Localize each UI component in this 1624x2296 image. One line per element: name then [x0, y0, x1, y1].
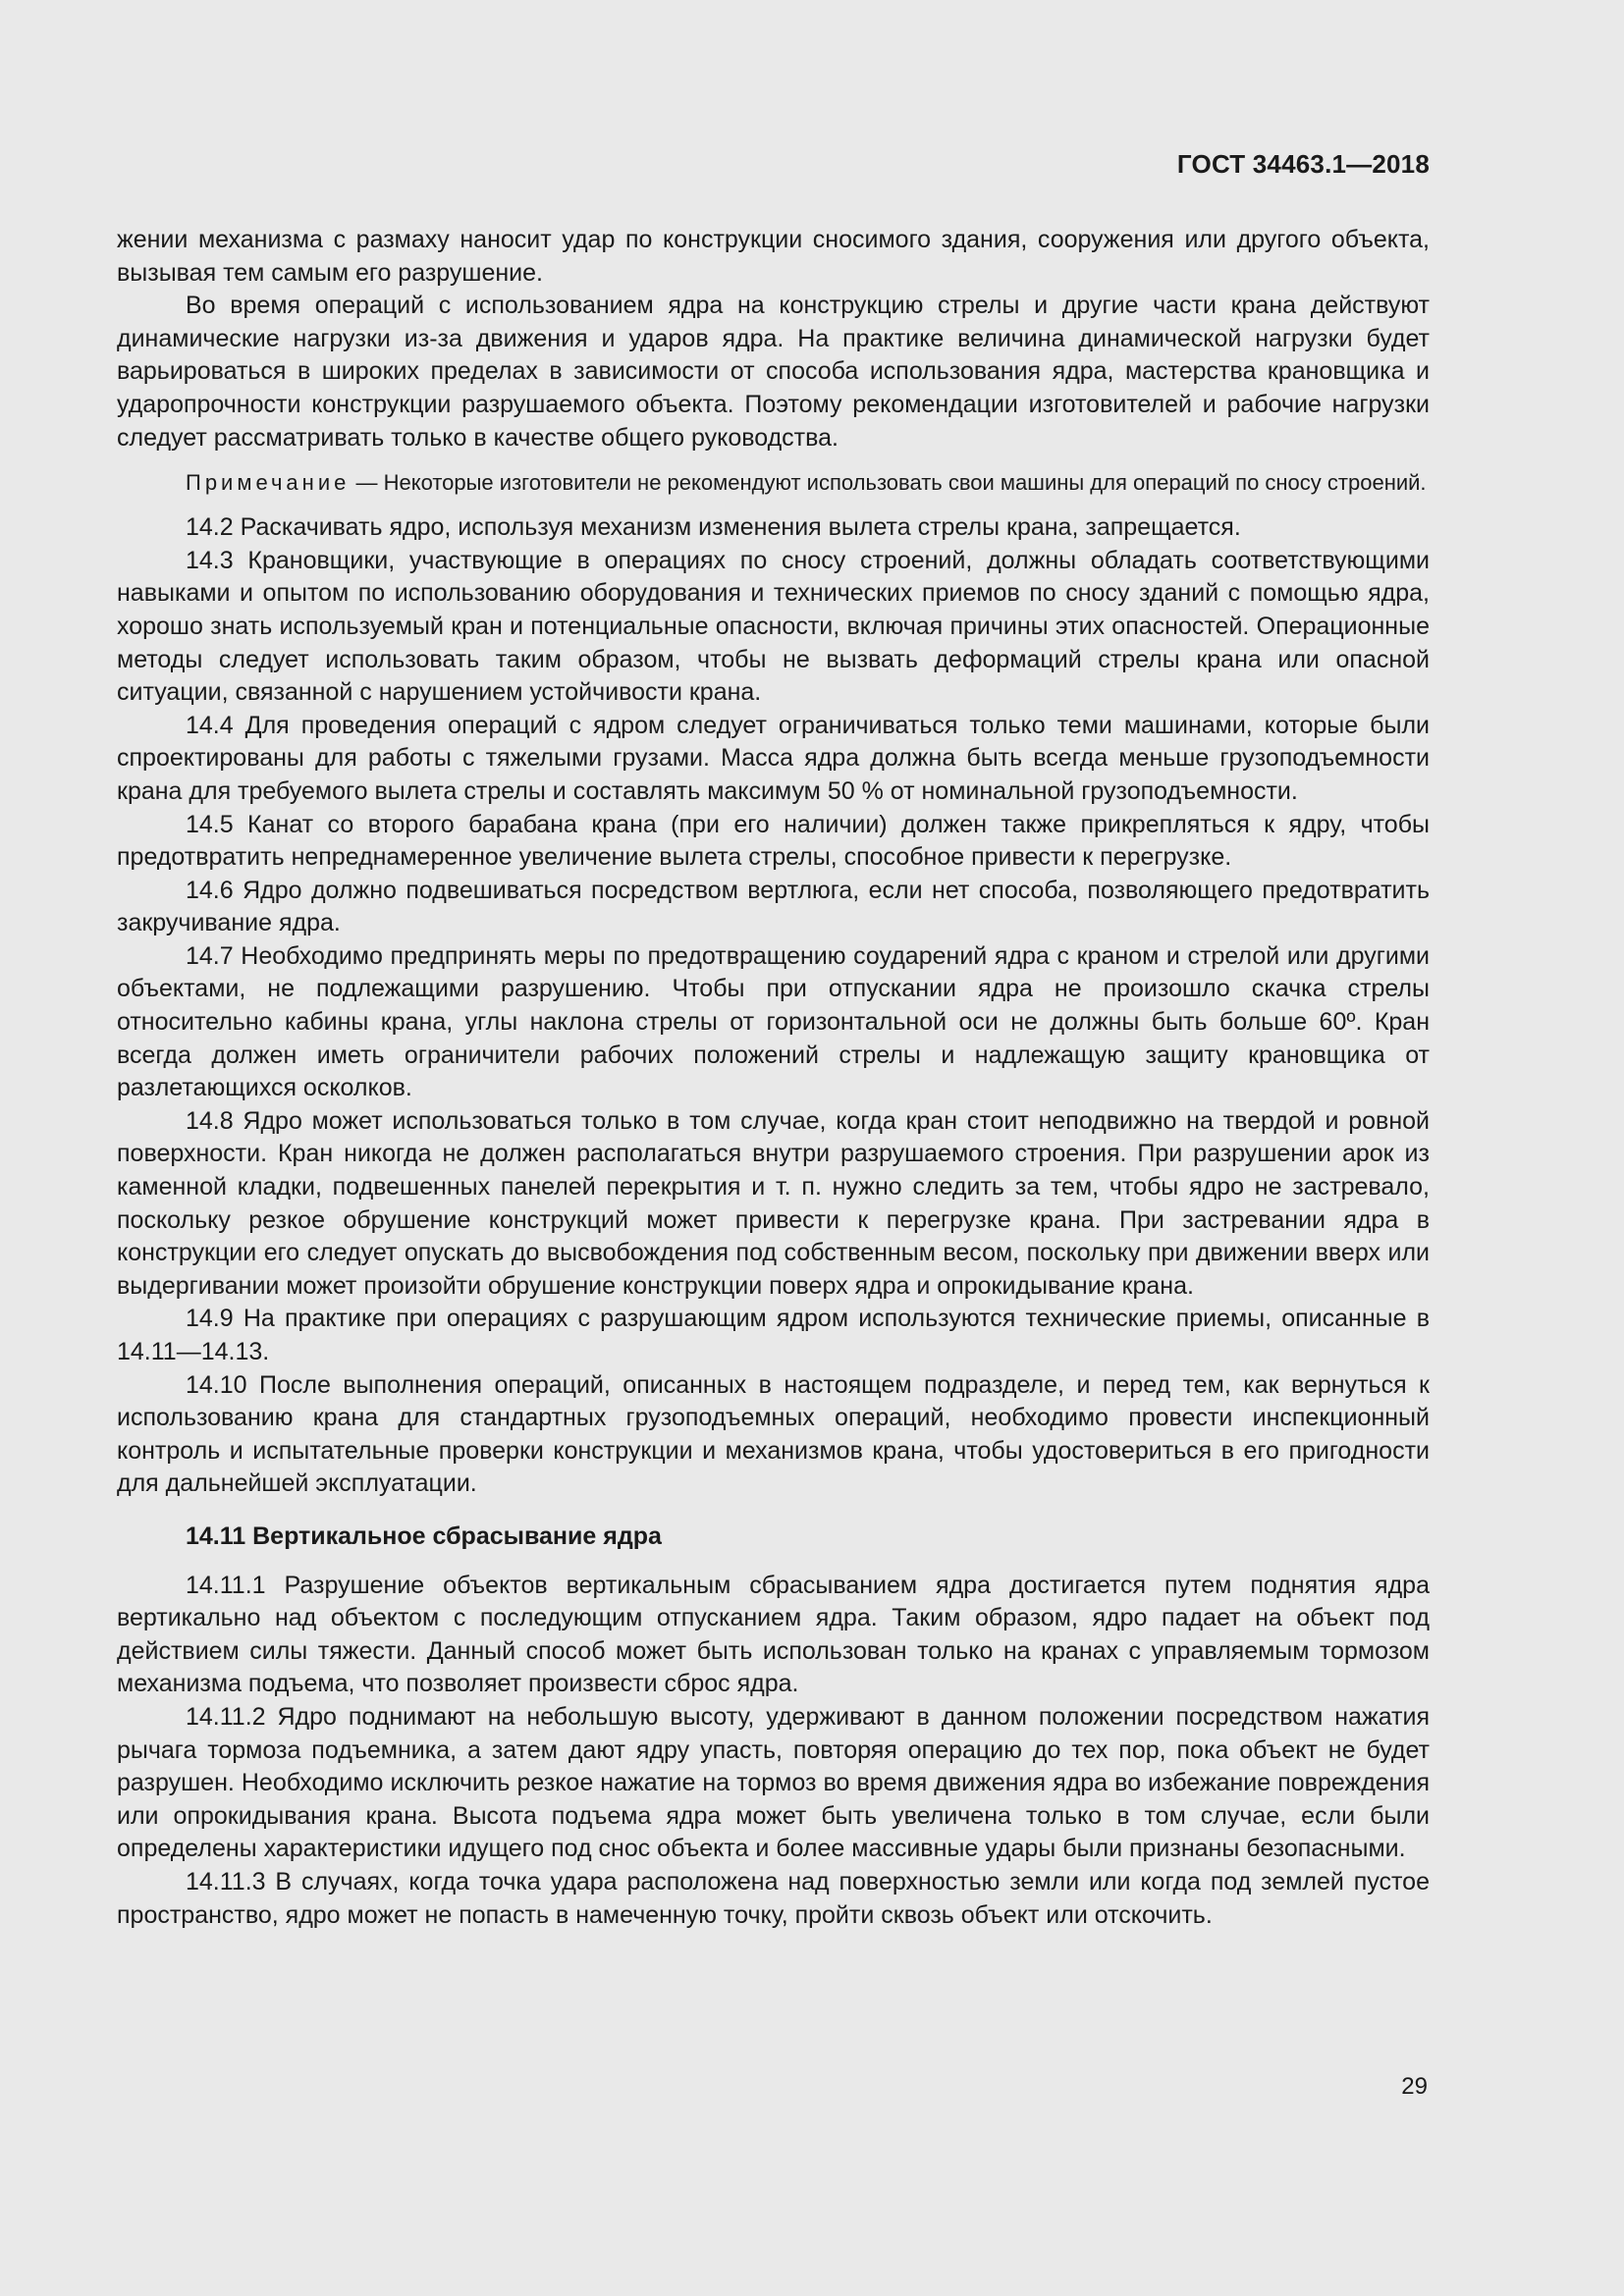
clause-14-11-1: 14.11.1 Разрушение объектов вертикальным сбрасыванием ядра достигается путем поднятия ядра вертикально над объектом с последующим отпусканием ядра. Таким образом, ядро падает на объект под действием силы тяжести. Данный способ может быть использован только на кранах с управляемым тормозом механизма подъема, что позволяет произвести сброс ядра.: [117, 1571, 1430, 1698]
clause-14-6: 14.6 Ядро должно подвешиваться посредством вертлюга, если нет способа, позволяющего предотвратить закручивание ядра.: [117, 876, 1430, 937]
clause-14-7: 14.7 Необходимо предпринять меры по предотвращению соударений ядра с краном и стрелой или другими объектами, не подлежащими разрушению. Чтобы при отпускании ядра не произошло скачка стрелы относительно кабины крана, углы наклона стрелы от горизонтальной оси не должны быть больше 60º. Кран всегда должен иметь ограничители рабочих положений стрелы и надлежащую защиту крановщика от разлетающихся осколков.: [117, 941, 1430, 1102]
paragraph: жении механизма с размаху наносит удар по конструкции сносимого здания, сооружения или другого объекта, вызывая тем самым его разрушение.: [117, 226, 1430, 287]
section-heading: 14.11 Вертикальное сбрасывание ядра: [186, 1522, 662, 1550]
note-text: — Некоторые изготовители не рекомендуют использовать свои машины для операций по сносу строений.: [350, 470, 1427, 496]
clause-14-2: 14.2 Раскачивать ядро, используя механизм изменения вылета стрелы крана, запрещается.: [186, 513, 1241, 542]
document-body: [117, 224, 1430, 1932]
clause-14-9: 14.9 На практике при операциях с разрушающим ядром используются технические приемы, описанные в 14.11—14.13.: [117, 1305, 1430, 1365]
note-label: Примечание: [186, 470, 351, 496]
document-header: ГОСТ 34463.1—2018: [1176, 149, 1430, 179]
clause-14-8: 14.8 Ядро может использоваться только в том случае, когда кран стоит неподвижно на твердой и ровной поверхности. Кран никогда не должен располагаться внутри разрушаемого строения. При разрушении арок из каменной кладки, подвешенных панелей перекрытия и т. п. нужно следить за тем, чтобы ядро не застревало, поскольку резкое обрушение конструкций может привести к перегрузке крана. При застревании ядра в конструкции его следует опускать до высвобождения под собственным весом, поскольку при движении вверх или выдергивании может произойти обрушение конструкции поверх ядра и опрокидывание крана.: [117, 1106, 1430, 1300]
page-number: 29: [1401, 2073, 1428, 2100]
note: [117, 468, 1430, 498]
clause-14-3: 14.3 Крановщики, участвующие в операциях по сносу строений, должны обладать соответствующими навыками и опытом по использованию оборудования и технических приемов по сносу зданий с помощью ядра, хорошо знать используемый кран и потенциальные опасности, включая причины этих опасностей. Операционные методы следует использовать таким образом, чтобы не вызвать деформаций стрелы крана или опасной ситуации, связанной с нарушением устойчивости крана.: [117, 546, 1430, 707]
clause-14-10: 14.10 После выполнения операций, описанных в настоящем подразделе, и перед тем, как вернуться к использованию крана для стандартных грузоподъемных операций, необходимо провести инспекционный контроль и испытательные проверки конструкции и механизмов крана, чтобы удостовериться в его пригодности для дальнейшей эксплуатации.: [117, 1370, 1430, 1498]
clause-14-4: 14.4 Для проведения операций с ядром следует ограничиваться только теми машинами, которые были спроектированы для работы с тяжелыми грузами. Масса ядра должна быть всегда меньше грузоподъемности крана для требуемого вылета стрелы и составлять максимум 50 % от номинальной грузоподъемности.: [117, 711, 1430, 805]
clause-14-11-2: 14.11.2 Ядро поднимают на небольшую высоту, удерживают в данном положении посредством нажатия рычага тормоза подъемника, а затем дают ядру упасть, повторяя операцию до тех пор, пока объект не будет разрушен. Необходимо исключить резкое нажатие на тормоз во время движения ядра во избежание повреждения или опрокидывания крана. Высота подъема ядра может быть увеличена только в том случае, если были определены характеристики идущего под снос объекта и более массивные удары были признаны безопасными.: [117, 1702, 1430, 1863]
clause-14-11-3: 14.11.3 В случаях, когда точка удара расположена над поверхностью земли или когда под землей пустое пространство, ядро может не попасть в намеченную точку, пройти сквозь объект или отскочить.: [117, 1867, 1430, 1929]
clause-14-5: 14.5 Канат со второго барабана крана (при его наличии) должен также прикрепляться к ядру, чтобы предотвратить непреднамеренное увеличение вылета стрелы, способное привести к перегрузке.: [117, 810, 1430, 872]
paragraph: Во время операций с использованием ядра на конструкцию стрелы и другие части крана действуют динамические нагрузки из-за движения и ударов ядра. На практике величина динамической нагрузки будет варьироваться в широких пределах в зависимости от способа использования ядра, мастерства крановщика и ударопрочности конструкции разрушаемого объекта. Поэтому рекомендации изготовителей и рабочие нагрузки следует рассматривать только в качестве общего руководства.: [117, 292, 1430, 452]
